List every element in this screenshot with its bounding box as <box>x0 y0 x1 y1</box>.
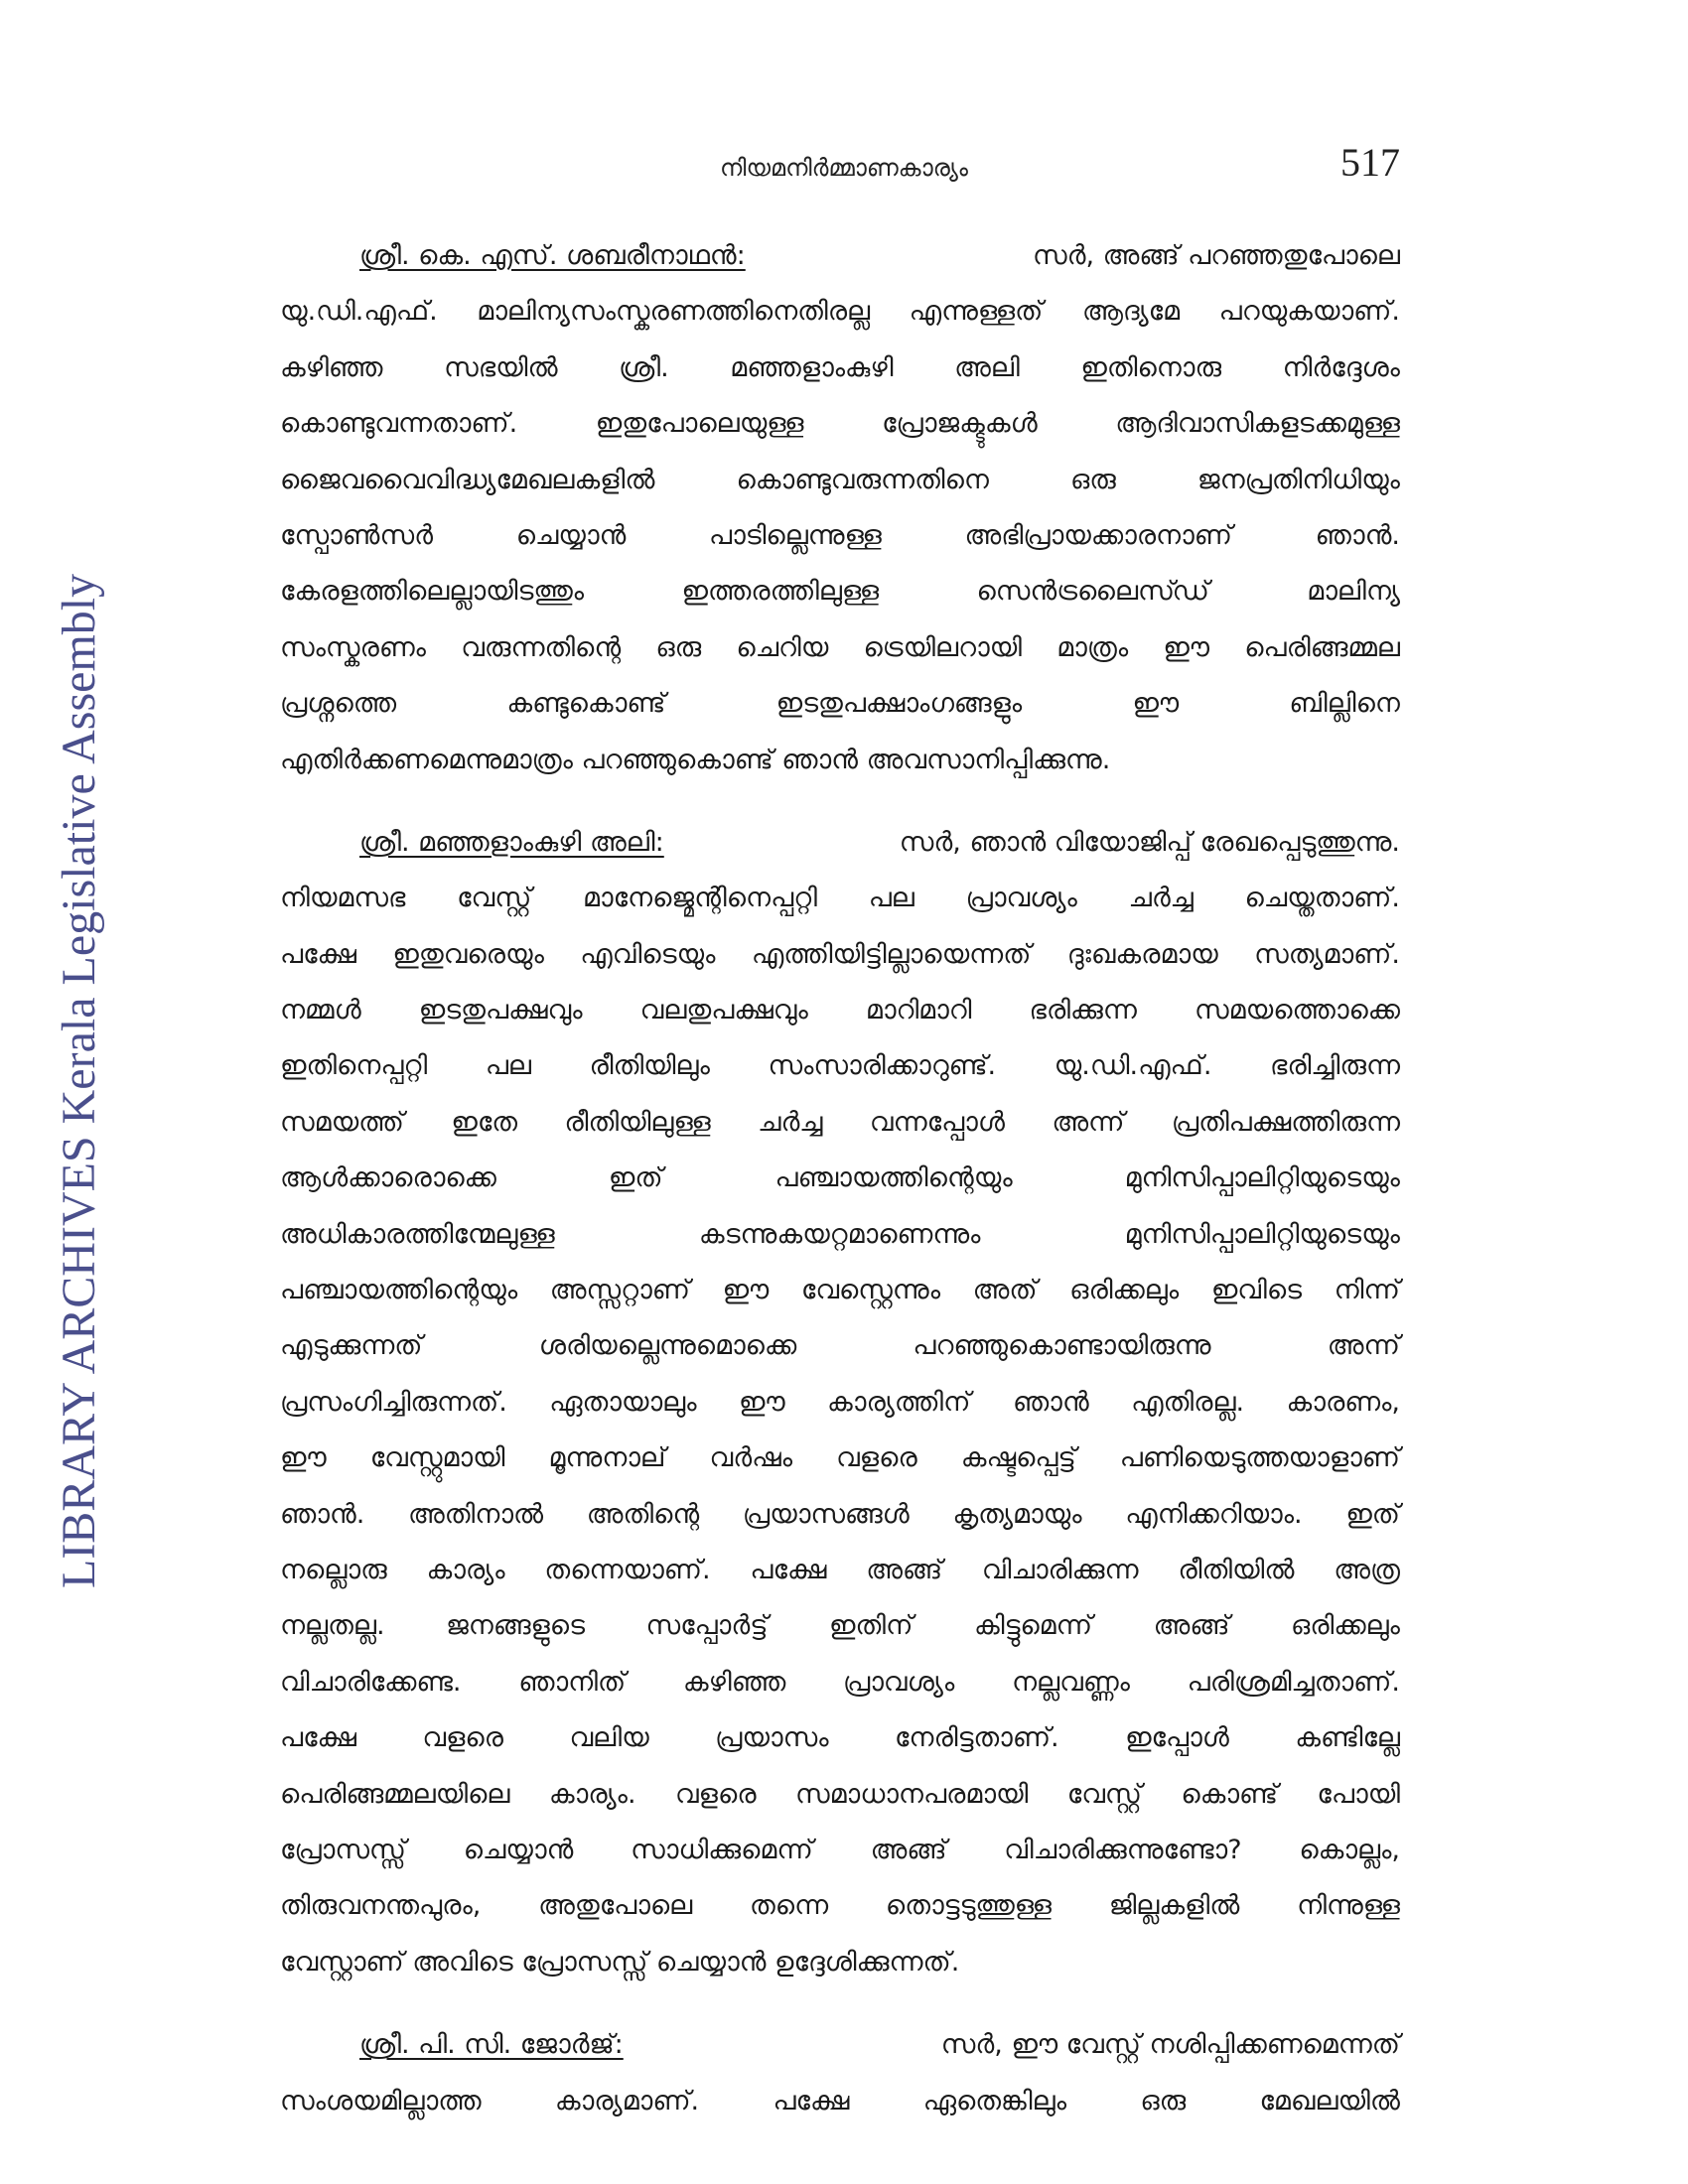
text-line <box>280 676 1400 732</box>
speech-text: സർ, അങ്ങ് പറഞ്ഞതുപോലെ <box>1033 240 1400 271</box>
speech-text: സർ, ഈ വേസ്റ്റ് നശിപ്പിക്കണമെന്നത് <box>940 2029 1400 2061</box>
speech-text: സംസ്കരണം വരുന്നതിന്റെ ഒരു ചെറിയ ട്രെയിലറായി മാത്രം ഈ പെരിങ്ങമ്മല <box>280 631 1400 663</box>
text-line <box>280 228 1400 284</box>
speaker-name: ശ്രീ. കെ. എസ്. ശബരീനാഥൻ: <box>359 240 746 271</box>
text-line <box>280 341 1400 396</box>
speech-text: സംശയമില്ലാത്ത കാര്യമാണ്. പക്ഷേ ഏതെങ്കിലും ഒരു മേഖലയിൽ <box>280 2085 1400 2116</box>
text-line <box>280 508 1400 564</box>
text-line <box>280 1431 1400 1486</box>
speech-text: ഇതിനെപ്പറ്റി പല രീതിയിലും സംസാരിക്കാറുണ്ട്. യു.ഡി.എഫ്. ഭരിച്ചിരുന്ന <box>280 1050 1400 1082</box>
speech-text: സ്പോൺസർ ചെയ്യാൻ പാടില്ലെന്നുള്ള അഭിപ്രായക്കാരനാണ് ഞാൻ. <box>280 519 1400 551</box>
archive-watermark: LIBRARY ARCHIVES Kerala Legislative Assembly <box>53 573 105 1588</box>
text-line <box>280 1655 1400 1710</box>
speaker-name: ശ്രീ. മഞ്ഞളാംകുഴി അലി: <box>359 826 664 858</box>
text-line <box>280 983 1400 1038</box>
speech-text: എടുക്കുന്നത് ശരിയല്ലെന്നുമൊക്കെ പറഞ്ഞുകൊണ്ടായിരുന്നു അന്ന് <box>280 1330 1400 1362</box>
text-line <box>280 2074 1400 2129</box>
speech-text: അധികാരത്തിന്മേലുള്ള കടന്നുകയറ്റമാണെന്നും മുനിസിപ്പാലിറ്റിയുടെയും <box>280 1218 1400 1250</box>
text-line <box>280 1823 1400 1878</box>
text-line <box>280 453 1400 508</box>
speech-text: പക്ഷേ ഇതുവരെയും എവിടെയും എത്തിയിട്ടില്ലായെന്നത് ദുഃഖകരമായ സത്യമാണ്. <box>280 938 1400 970</box>
speech-text: യു.ഡി.എഫ്. മാലിന്യസംസ്കരണത്തിനെതിരല്ല എന്നുള്ളത് ആദ്യമേ പറയുകയാണ്. <box>280 296 1400 328</box>
speech-text: ഞാൻ. അതിനാൽ അതിന്റെ പ്രയാസങ്ങൾ കൃത്യമായും എനിക്കറിയാം. ഇത് <box>280 1498 1400 1530</box>
speech-text: നമ്മൾ ഇടതുപക്ഷവും വലതുപക്ഷവും മാറിമാറി ഭരിക്കുന്ന സമയത്തൊക്കെ <box>280 995 1400 1026</box>
text-line <box>280 1318 1400 1374</box>
speech-text: പ്രസംഗിച്ചിരുന്നത്. ഏതായാലും ഈ കാര്യത്തിന് ഞാൻ എതിരല്ല. കാരണം, <box>280 1386 1400 1418</box>
text-line <box>280 1487 1400 1543</box>
text-line <box>280 1878 1400 1934</box>
speech-text: സമയത്ത് ഇതേ രീതിയിലുള്ള ചർച്ച വന്നപ്പോൾ അന്ന് പ്രതിപക്ഷത്തിരുന്ന <box>280 1106 1400 1138</box>
speech-paragraph <box>280 228 1400 788</box>
text-line <box>280 1767 1400 1823</box>
text-line <box>280 1935 1400 1990</box>
speech-text: പെരിങ്ങമ്മലയിലെ കാര്യം. വളരെ സമാധാനപരമായി വേസ്റ്റ് കൊണ്ട് പോയി <box>280 1778 1400 1810</box>
speech-text: ജൈവവൈവിദ്ധ്യമേഖലകളിൽ കൊണ്ടുവരുന്നതിനെ ഒരു ജനപ്രതിനിധിയും <box>280 464 1400 495</box>
text-line <box>280 1095 1400 1151</box>
text-line <box>280 1038 1400 1094</box>
text-line <box>280 396 1400 452</box>
text-line <box>280 1151 1400 1206</box>
page-header-title: നിയമനിർമ്മാണകാര്യം <box>720 154 968 182</box>
text-line <box>280 1207 1400 1263</box>
speech-text: വിചാരിക്കേണ്ട. ഞാനിത് കഴിഞ്ഞ പ്രാവശ്യം നല്ലവണ്ണം പരിശ്രമിച്ചതാണ്. <box>280 1666 1400 1698</box>
speech-text: കൊണ്ടുവന്നതാണ്. ഇതുപോലെയുള്ള പ്രോജക്ടുകൾ ആദിവാസികളടക്കമുള്ള <box>280 408 1400 440</box>
speech-text: നല്ലൊരു കാര്യം തന്നെയാണ്. പക്ഷേ അങ്ങ് വിചാരിക്കുന്ന രീതിയിൽ അത്ര <box>280 1554 1400 1585</box>
text-line <box>280 927 1400 983</box>
text-line <box>280 620 1400 676</box>
text-line <box>280 1598 1400 1654</box>
speech-text: കേരളത്തിലെല്ലായിടത്തും ഇത്തരത്തിലുള്ള സെൻട്രലൈസ്ഡ് മാലിന്യ <box>280 576 1400 608</box>
speech-text: കഴിഞ്ഞ സഭയിൽ ശ്രീ. മഞ്ഞളാംകുഴി അലി ഇതിനൊരു നിർദ്ദേശം <box>280 351 1400 383</box>
text-line <box>280 1375 1400 1431</box>
speech-text: പഞ്ചായത്തിന്റെയും അസ്സറ്റാണ് ഈ വേസ്റ്റെന്നും അത് ഒരിക്കലും ഇവിടെ നിന്ന് <box>280 1275 1400 1306</box>
speech-text: പക്ഷേ വളരെ വലിയ പ്രയാസം നേരിട്ടതാണ്. ഇപ്പോൾ കണ്ടില്ലേ <box>280 1722 1400 1754</box>
text-line <box>280 871 1400 926</box>
speaker-name: ശ്രീ. പി. സി. ജോർജ്: <box>359 2029 624 2061</box>
document-body <box>280 228 1400 2156</box>
speech-text: വേസ്റ്റാണ് അവിടെ പ്രോസസ്സ് ചെയ്യാൻ ഉദ്ദേശിക്കുന്നത്. <box>280 1946 960 1978</box>
text-line <box>280 2017 1400 2073</box>
speech-text: നല്ലതല്ല. ജനങ്ങളുടെ സപ്പോർട്ട് ഇതിന് കിട്ടുമെന്ന് അങ്ങ് ഒരിക്കലും <box>280 1610 1400 1642</box>
text-line <box>280 1710 1400 1766</box>
speech-paragraph <box>280 2017 1400 2129</box>
speech-text: പ്രശ്നത്തെ കണ്ടുകൊണ്ട് ഇടതുപക്ഷാംഗങ്ങളും ഈ ബില്ലിനെ <box>280 688 1400 720</box>
text-line <box>280 1263 1400 1318</box>
text-line <box>280 564 1400 619</box>
text-line <box>280 815 1400 871</box>
speech-text: എതിർക്കണമെന്നുമാത്രം പറഞ്ഞുകൊണ്ട് ഞാൻ അവസാനിപ്പിക്കുന്നു. <box>280 744 1111 775</box>
speech-text: ആൾക്കാരൊക്കെ ഇത് പഞ്ചായത്തിന്റെയും മുനിസിപ്പാലിറ്റിയുടെയും <box>280 1162 1400 1194</box>
text-line <box>280 284 1400 340</box>
page-number: 517 <box>1340 140 1400 185</box>
speech-text: പ്രോസസ്സ് ചെയ്യാൻ സാധിക്കുമെന്ന് അങ്ങ് വിചാരിക്കുന്നുണ്ടോ? കൊല്ലം, <box>280 1834 1400 1865</box>
speech-text: ഈ വേസ്റ്റുമായി മൂന്നുനാല് വർഷം വളരെ കഷ്ടപ്പെട്ട് പണിയെടുത്തയാളാണ് <box>280 1442 1400 1474</box>
text-line <box>280 733 1400 788</box>
speech-text: സർ, ഞാൻ വിയോജിപ്പ് രേഖപ്പെടുത്തുന്നു. <box>899 826 1400 858</box>
speech-paragraph <box>280 815 1400 1990</box>
text-line <box>280 1543 1400 1598</box>
speech-text: നിയമസഭ വേസ്റ്റ് മാനേജ്മെന്റിനെപ്പറ്റി പല പ്രാവശ്യം ചർച്ച ചെയ്തതാണ്. <box>280 883 1400 914</box>
speech-text: തിരുവനന്തപുരം, അതുപോലെ തന്നെ തൊട്ടടുത്തുള്ള ജില്ലകളിൽ നിന്നുള്ള <box>280 1890 1400 1922</box>
